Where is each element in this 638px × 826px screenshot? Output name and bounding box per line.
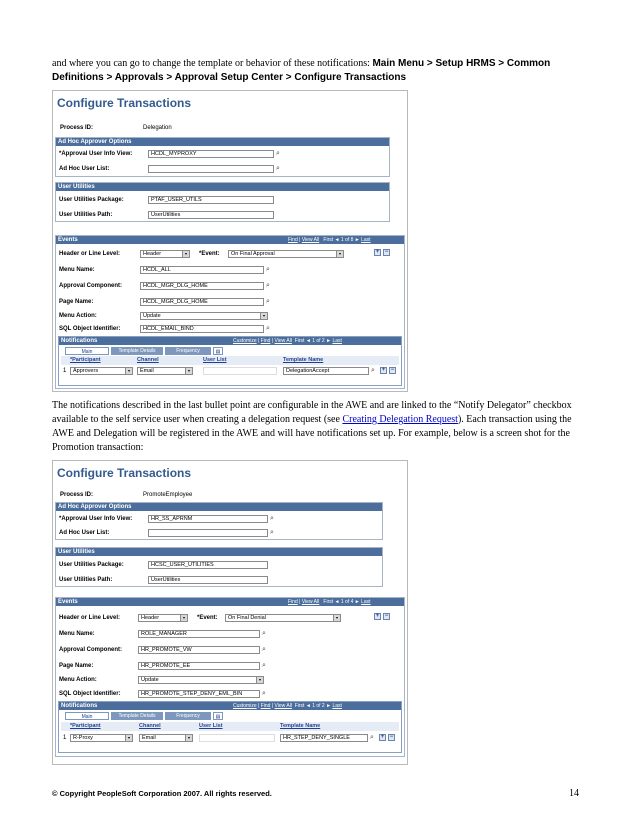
search-icon[interactable]: ⌕ bbox=[270, 515, 274, 522]
approval-component-label: Approval Component: bbox=[59, 647, 122, 653]
tab-frequency[interactable]: Frequency bbox=[165, 347, 211, 355]
dropdown-icon[interactable]: ▾ bbox=[182, 251, 189, 257]
add-row-icon[interactable]: + bbox=[375, 613, 380, 619]
process-id-label: Process ID: bbox=[60, 125, 94, 131]
events-count: 1 of 4 bbox=[340, 599, 354, 605]
events-nav: Find | View All First ◄ 1 of 4 ► Last bbox=[288, 599, 371, 605]
view-all-link[interactable]: View All bbox=[274, 338, 292, 344]
sql-object-identifier-input[interactable]: HCDL_EMAIL_BIND bbox=[140, 325, 264, 333]
select-value: Update bbox=[143, 313, 161, 319]
prev-icon[interactable]: ◄ bbox=[305, 703, 311, 709]
approval-user-info-view-label: *Approval User Info View: bbox=[59, 151, 133, 157]
ad-hoc-approver-section bbox=[55, 137, 390, 177]
tab-main[interactable]: Main bbox=[65, 712, 109, 720]
page-number: 14 bbox=[569, 788, 579, 799]
intro-paragraph bbox=[52, 57, 592, 85]
template-name-input[interactable]: HR_STEP_DENY_SINGLE bbox=[280, 734, 368, 742]
notifications-nav: Customize | Find | View All First ◄ 1 of 2 ► Last bbox=[233, 703, 342, 709]
select-value: Email bbox=[140, 368, 154, 374]
first-label[interactable]: First bbox=[323, 599, 334, 605]
col-participant[interactable]: *Participant bbox=[70, 357, 101, 363]
row-number: 1 bbox=[63, 735, 67, 741]
participant-select[interactable] bbox=[70, 734, 133, 742]
ad-hoc-approver-section bbox=[55, 502, 383, 540]
header-or-line-level-label: Header or Line Level: bbox=[59, 251, 121, 257]
template-name-input[interactable]: DelegationAccept bbox=[283, 367, 369, 375]
user-utilities-section bbox=[55, 182, 390, 222]
events-section bbox=[55, 235, 405, 389]
select-value: On Final Denial bbox=[228, 615, 266, 621]
col-template-name[interactable]: Template Name bbox=[280, 723, 321, 729]
approval-user-info-view-input[interactable]: HR_SS_APRNM bbox=[148, 515, 268, 523]
search-icon[interactable]: ⌕ bbox=[262, 662, 266, 669]
search-icon[interactable]: ⌕ bbox=[262, 630, 266, 637]
show-all-columns-icon[interactable]: ▤ bbox=[213, 712, 223, 720]
search-icon[interactable]: ⌕ bbox=[276, 150, 280, 157]
ad-hoc-user-list-input[interactable] bbox=[148, 165, 274, 173]
page-name-label: Page Name: bbox=[59, 663, 94, 669]
tab-frequency[interactable]: Frequency bbox=[165, 712, 211, 720]
header-or-line-level-label: Header or Line Level: bbox=[59, 615, 121, 621]
section-header: Ad Hoc Approver Options bbox=[56, 138, 389, 146]
section-header: User Utilities bbox=[56, 183, 389, 191]
search-icon[interactable]: ⌕ bbox=[266, 325, 270, 332]
view-all-link[interactable]: View All bbox=[274, 703, 292, 709]
find-link[interactable]: Find bbox=[260, 338, 271, 344]
add-row-icon[interactable]: + bbox=[375, 249, 380, 255]
last-link[interactable]: Last bbox=[361, 237, 371, 243]
select-value: Email bbox=[142, 735, 156, 741]
first-label[interactable]: First bbox=[294, 703, 305, 709]
tab-template-details[interactable]: Template Details bbox=[111, 347, 163, 355]
channel-select[interactable] bbox=[139, 734, 193, 742]
dropdown-icon[interactable]: ▾ bbox=[180, 615, 187, 621]
events-nav: Find | View All First ◄ 1 of 8 ► Last bbox=[288, 237, 371, 243]
menu-name-label: Menu Name: bbox=[59, 267, 95, 273]
delete-row-icon[interactable]: − bbox=[384, 613, 389, 619]
ad-hoc-user-list-label: Ad Hoc User List: bbox=[59, 530, 110, 536]
user-list-input[interactable] bbox=[199, 734, 275, 742]
page-name-label: Page Name: bbox=[59, 299, 94, 305]
approval-user-info-view-input[interactable]: HCDL_MYPROXY bbox=[148, 150, 274, 158]
menu-action-label: Menu Action: bbox=[59, 677, 97, 683]
intro-text: and where you can go to change the template or behavior of these notifications: bbox=[52, 58, 373, 69]
events-count: 1 of 8 bbox=[340, 237, 354, 243]
events-section bbox=[55, 597, 405, 757]
notifications-section bbox=[58, 701, 402, 753]
search-icon[interactable]: ⌕ bbox=[266, 266, 270, 273]
paragraph-text: ). Each transaction using the AWE and Delegation will be registered in the AWE and will have notifications set up. For example, below is a screen shot for the Promotion transaction: bbox=[52, 414, 572, 453]
first-label[interactable]: First bbox=[294, 338, 305, 344]
copyright-footer: © Copyright PeopleSoft Corporation 2007. All rights reserved. bbox=[52, 789, 272, 798]
search-icon[interactable]: ⌕ bbox=[270, 529, 274, 536]
user-utilities-section bbox=[55, 547, 383, 587]
customize-link[interactable]: Customize bbox=[233, 338, 257, 344]
search-icon[interactable]: ⌕ bbox=[276, 165, 280, 172]
col-channel[interactable]: Channel bbox=[137, 357, 159, 363]
event-select[interactable] bbox=[225, 614, 341, 622]
search-icon[interactable]: ⌕ bbox=[371, 367, 375, 374]
section-header: Notifications bbox=[59, 702, 401, 710]
notification-tabs bbox=[65, 712, 255, 720]
col-user-list[interactable]: User List bbox=[199, 723, 223, 729]
event-label: *Event: bbox=[197, 615, 218, 621]
dropdown-icon[interactable]: ▾ bbox=[185, 368, 192, 374]
notifications-count: 1 of 2 bbox=[312, 338, 325, 344]
process-id-value: PromoteEmployee bbox=[143, 492, 193, 498]
col-template-name[interactable]: Template Name bbox=[283, 357, 324, 363]
delete-row-icon[interactable]: − bbox=[389, 734, 394, 740]
section-header: Ad Hoc Approver Options bbox=[56, 503, 382, 511]
menu-name-label: Menu Name: bbox=[59, 631, 95, 637]
ad-hoc-user-list-label: Ad Hoc User List: bbox=[59, 166, 110, 172]
menu-path: Main Menu > Setup HRMS > Common Definitions > Approvals > Approval Setup Center > Configure Transactions bbox=[52, 58, 551, 83]
creating-delegation-request-link[interactable]: Creating Delegation Request bbox=[342, 414, 458, 425]
search-icon[interactable]: ⌕ bbox=[266, 282, 270, 289]
menu-action-select[interactable] bbox=[138, 676, 264, 684]
user-utilities-path-label: User Utilities Path: bbox=[59, 212, 113, 218]
ad-hoc-user-list-input[interactable] bbox=[148, 529, 268, 537]
user-utilities-package-input[interactable]: HCSC_USER_UTILITIES bbox=[148, 561, 268, 569]
process-id-label: Process ID: bbox=[60, 492, 94, 498]
approval-component-input[interactable]: HCDL_MGR_DLG_HOME bbox=[140, 282, 264, 290]
notifications-nav: Customize | Find | View All First ◄ 1 of 2 ► Last bbox=[233, 338, 342, 344]
grid-header-row bbox=[61, 356, 399, 365]
section-header: Events bbox=[56, 236, 404, 244]
select-value: Update bbox=[141, 677, 159, 683]
approval-component-label: Approval Component: bbox=[59, 283, 122, 289]
section-header: Events bbox=[56, 598, 404, 606]
search-icon[interactable]: ⌕ bbox=[262, 646, 266, 653]
find-link[interactable]: Find bbox=[260, 703, 271, 709]
select-value: R-Proxy bbox=[73, 735, 93, 741]
event-select[interactable] bbox=[228, 250, 344, 258]
view-all-link[interactable]: View All bbox=[301, 599, 320, 605]
user-utilities-package-label: User Utilities Package: bbox=[59, 197, 124, 203]
col-user-list[interactable]: User List bbox=[203, 357, 227, 363]
middle-paragraph bbox=[52, 399, 592, 455]
channel-select[interactable] bbox=[137, 367, 193, 375]
select-value: Header bbox=[143, 251, 162, 257]
add-row-icon[interactable]: + bbox=[381, 367, 386, 373]
next-icon[interactable]: ► bbox=[354, 237, 360, 243]
select-value: On Final Approval bbox=[231, 251, 275, 257]
dropdown-icon[interactable]: ▾ bbox=[125, 735, 132, 741]
dropdown-icon[interactable]: ▾ bbox=[336, 251, 343, 257]
sql-object-identifier-label: SQL Object Identifier: bbox=[59, 326, 121, 332]
user-list-input[interactable] bbox=[203, 367, 277, 375]
show-all-columns-icon[interactable]: ▤ bbox=[213, 347, 223, 355]
user-utilities-path-input[interactable]: UserUtilities bbox=[148, 576, 268, 584]
last-link[interactable]: Last bbox=[332, 338, 342, 344]
last-link[interactable]: Last bbox=[332, 703, 342, 709]
process-id-value: Delegation bbox=[143, 125, 172, 131]
menu-action-select[interactable] bbox=[140, 312, 268, 320]
dropdown-icon[interactable]: ▾ bbox=[185, 735, 192, 741]
first-label[interactable]: First bbox=[323, 237, 334, 243]
dropdown-icon[interactable]: ▾ bbox=[333, 615, 340, 621]
prev-icon[interactable]: ◄ bbox=[334, 237, 340, 243]
search-icon[interactable]: ⌕ bbox=[262, 690, 266, 697]
prev-icon[interactable]: ◄ bbox=[334, 599, 340, 605]
delete-row-icon[interactable]: − bbox=[384, 249, 389, 255]
header-or-line-level-select[interactable] bbox=[140, 250, 190, 258]
header-or-line-level-select[interactable] bbox=[138, 614, 188, 622]
select-value: Header bbox=[141, 615, 160, 621]
next-icon[interactable]: ► bbox=[354, 599, 360, 605]
find-link[interactable]: Find bbox=[288, 599, 298, 605]
user-utilities-package-input[interactable]: PTAF_USER_UTILS bbox=[148, 196, 274, 204]
section-header: Notifications bbox=[59, 337, 401, 345]
page-title: Configure Transactions bbox=[57, 466, 192, 480]
approval-user-info-view-label: *Approval User Info View: bbox=[59, 516, 133, 522]
table-row bbox=[61, 366, 399, 377]
notification-tabs bbox=[65, 347, 255, 355]
view-all-link[interactable]: View All bbox=[301, 237, 320, 243]
prev-icon[interactable]: ◄ bbox=[305, 338, 311, 344]
find-link[interactable]: Find bbox=[288, 237, 298, 243]
customize-link[interactable]: Customize bbox=[233, 703, 257, 709]
section-header: User Utilities bbox=[56, 548, 382, 556]
last-link[interactable]: Last bbox=[361, 599, 371, 605]
user-utilities-path-label: User Utilities Path: bbox=[59, 577, 113, 583]
menu-action-label: Menu Action: bbox=[59, 313, 97, 319]
menu-name-input[interactable]: ROLE_MANAGER bbox=[138, 630, 260, 638]
paragraph-text: The notifications described in the last bullet point are configurable in the AWE and are linked to the “Notify Delegator” checkbox available to the self service user when creating a delegation request (see bbox=[52, 400, 572, 425]
page-name-input[interactable]: HR_PROMOTE_EE bbox=[138, 662, 260, 670]
menu-name-input[interactable]: HCDL_ALL bbox=[140, 266, 264, 274]
user-utilities-package-label: User Utilities Package: bbox=[59, 562, 124, 568]
add-row-icon[interactable]: + bbox=[380, 734, 385, 740]
tab-main[interactable]: Main bbox=[65, 347, 109, 355]
col-participant[interactable]: *Participant bbox=[70, 723, 101, 729]
grid-header-row bbox=[61, 722, 399, 731]
participant-select[interactable] bbox=[70, 367, 133, 375]
select-value: Approvers bbox=[73, 368, 99, 374]
page-title: Configure Transactions bbox=[57, 96, 192, 110]
next-icon[interactable]: ► bbox=[326, 703, 332, 709]
dropdown-icon[interactable]: ▾ bbox=[256, 677, 263, 683]
search-icon[interactable]: ⌕ bbox=[370, 734, 374, 741]
sql-object-identifier-input[interactable]: HR_PROMOTE_STEP_DENY_EML_BIN bbox=[138, 690, 260, 698]
delegation-config-screenshot bbox=[52, 90, 408, 392]
dropdown-icon[interactable]: ▾ bbox=[260, 313, 267, 319]
next-icon[interactable]: ► bbox=[326, 338, 332, 344]
col-channel[interactable]: Channel bbox=[139, 723, 161, 729]
row-number: 1 bbox=[63, 368, 67, 374]
approval-component-input[interactable]: HR_PROMOTE_VW bbox=[138, 646, 260, 654]
sql-object-identifier-label: SQL Object Identifier: bbox=[59, 691, 121, 697]
page-name-input[interactable]: HCDL_MGR_DLG_HOME bbox=[140, 298, 264, 306]
event-label: *Event: bbox=[199, 251, 220, 257]
search-icon[interactable]: ⌕ bbox=[266, 298, 270, 305]
delete-row-icon[interactable]: − bbox=[390, 367, 395, 373]
notifications-count: 1 of 2 bbox=[312, 703, 325, 709]
dropdown-icon[interactable]: ▾ bbox=[125, 368, 132, 374]
notifications-section bbox=[58, 336, 402, 386]
table-row bbox=[61, 733, 399, 744]
promotion-config-screenshot bbox=[52, 460, 408, 765]
user-utilities-path-input[interactable]: UserUtilities bbox=[148, 211, 274, 219]
tab-template-details[interactable]: Template Details bbox=[111, 712, 163, 720]
